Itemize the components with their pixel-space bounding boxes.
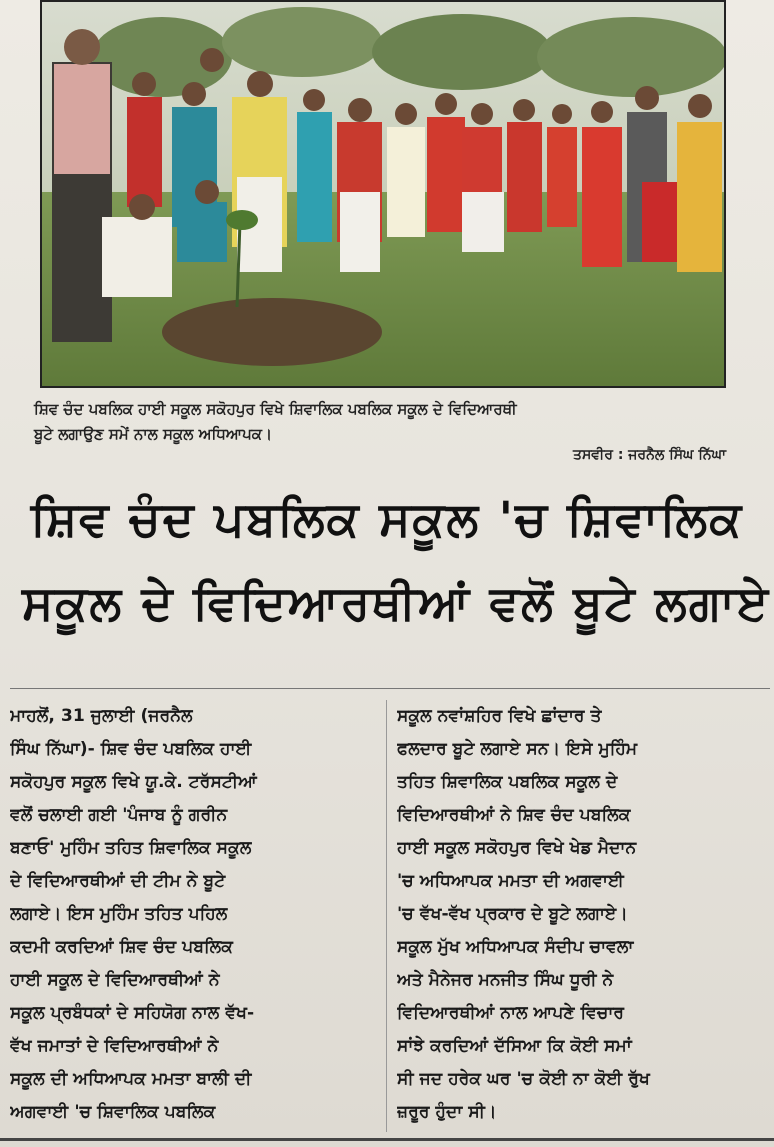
body-line: ਸੀ ਜਦ ਹਰੇਕ ਘਰ 'ਚ ਕੋਈ ਨਾ ਕੋਈ ਰੁੱਖ — [397, 1069, 650, 1089]
body-line: ਬਣਾਓ' ਮੁਹਿੰਮ ਤਹਿਤ ਸ਼ਿਵਾਲਿਕ ਸਕੂਲ — [10, 838, 252, 858]
caption-line-1: ਸ਼ਿਵ ਚੰਦ ਪਬਲਿਕ ਹਾਈ ਸਕੂਲ ਸਕੋਹਪੁਰ ਵਿਖੇ ਸ਼ਿਵਾਲਿਕ ਪਬਲਿਕ ਸਕੂਲ ਦੇ ਵਿਦਿਆਰਥੀ — [34, 400, 517, 418]
article-column-left — [10, 700, 380, 1129]
body-line: ਅਗਵਾਈ 'ਚ ਸ਼ਿਵਾਲਿਕ ਪਬਲਿਕ — [10, 1102, 216, 1122]
body-line: ਸਕੂਲ ਪ੍ਰਬੰਧਕਾਂ ਦੇ ਸਹਿਯੋਗ ਨਾਲ ਵੱਖ- — [10, 1003, 255, 1023]
body-line: 'ਚ ਵੱਖ-ਵੱਖ ਪ੍ਰਕਾਰ ਦੇ ਬੂਟੇ ਲਗਾਏ। — [397, 904, 628, 924]
body-line: ਕਦਮੀ ਕਰਦਿਆਂ ਸ਼ਿਵ ਚੰਦ ਪਬਲਿਕ — [10, 937, 233, 957]
body-line: ਤਹਿਤ ਸ਼ਿਵਾਲਿਕ ਪਬਲਿਕ ਸਕੂਲ ਦੇ — [397, 772, 618, 792]
body-line: ਦੇ ਵਿਦਿਆਰਥੀਆਂ ਦੀ ਟੀਮ ਨੇ ਬੂਟੇ — [10, 871, 226, 891]
photo-caption — [34, 397, 724, 447]
headline — [22, 478, 771, 646]
photo-credit: ਤਸਵੀਰ : ਜਰਨੈਲ ਸਿੰਘ ਨਿੱਘਾ — [573, 447, 726, 463]
body-line: ਮਾਹਲੋਂ, 31 ਜੁਲਾਈ (ਜਰਨੈਲ — [10, 706, 193, 726]
article-column-right — [397, 700, 769, 1129]
column-divider — [386, 700, 387, 1132]
body-line: ਲਗਾਏ। ਇਸ ਮੁਹਿੰਮ ਤਹਿਤ ਪਹਿਲ — [10, 904, 228, 924]
group-photo-tree-planting-icon — [42, 2, 724, 386]
body-line: ਜ਼ਰੂਰ ਹੁੰਦਾ ਸੀ। — [397, 1102, 497, 1122]
headline-line-1: ਸ਼ਿਵ ਚੰਦ ਪਬਲਿਕ ਸਕੂਲ 'ਚ ਸ਼ਿਵਾਲਿਕ — [30, 492, 744, 547]
body-line: ਹਾਈ ਸਕੂਲ ਸਕੋਹਪੁਰ ਵਿਖੇ ਖੇਡ ਮੈਦਾਨ — [397, 838, 637, 858]
body-line: ਵਿਦਿਆਰਥੀਆਂ ਨੇ ਸ਼ਿਵ ਚੰਦ ਪਬਲਿਕ — [397, 805, 631, 825]
body-line: ਸਕੋਹਪੁਰ ਸਕੂਲ ਵਿਖੇ ਯੂ.ਕੇ. ਟਰੱਸਟੀਆਂ — [10, 772, 257, 792]
body-line: ਸਕੂਲ ਦੀ ਅਧਿਆਪਕ ਮਮਤਾ ਬਾਲੀ ਦੀ — [10, 1069, 252, 1089]
body-line: ਹਾਈ ਸਕੂਲ ਦੇ ਵਿਦਿਆਰਥੀਆਂ ਨੇ — [10, 970, 220, 990]
caption-line-2: ਬੂਟੇ ਲਗਾਉਣ ਸਮੇਂ ਨਾਲ ਸਕੂਲ ਅਧਿਆਪਕ। — [34, 425, 273, 443]
body-line: ਸਾਂਝੇ ਕਰਦਿਆਂ ਦੱਸਿਆ ਕਿ ਕੋਈ ਸਮਾਂ — [397, 1036, 632, 1056]
body-line: ਵਲੋਂ ਚਲਾਈ ਗਈ 'ਪੰਜਾਬ ਨੂੰ ਗਰੀਨ — [10, 805, 228, 825]
body-line: ਵਿਦਿਆਰਥੀਆਂ ਨਾਲ ਆਪਣੇ ਵਿਚਾਰ — [397, 1003, 625, 1023]
headline-rule — [10, 688, 770, 689]
bottom-rule — [0, 1138, 774, 1141]
body-line: ਫਲਦਾਰ ਬੂਟੇ ਲਗਾਏ ਸਨ। ਇਸੇ ਮੁਹਿੰਮ — [397, 739, 638, 759]
news-photo — [40, 0, 726, 388]
body-line: ਅਤੇ ਮੈਨੇਜਰ ਮਨਜੀਤ ਸਿੰਘ ਧੂਰੀ ਨੇ — [397, 970, 614, 990]
body-line: ਸਿੰਘ ਨਿੱਘਾ)- ਸ਼ਿਵ ਚੰਦ ਪਬਲਿਕ ਹਾਈ — [10, 739, 252, 759]
body-line: 'ਚ ਅਧਿਆਪਕ ਮਮਤਾ ਦੀ ਅਗਵਾਈ — [397, 871, 624, 891]
headline-line-2: ਸਕੂਲ ਦੇ ਵਿਦਿਆਰਥੀਆਂ ਵਲੋਂ ਬੂਟੇ ਲਗਾਏ — [22, 576, 771, 631]
body-line: ਸਕੂਲ ਨਵਾਂਸ਼ਹਿਰ ਵਿਖੇ ਛਾਂਦਾਰ ਤੇ — [397, 706, 602, 726]
body-line: ਵੱਖ ਜਮਾਤਾਂ ਦੇ ਵਿਦਿਆਰਥੀਆਂ ਨੇ — [10, 1036, 219, 1056]
body-line: ਸਕੂਲ ਮੁੱਖ ਅਧਿਆਪਕ ਸੰਦੀਪ ਚਾਵਲਾ — [397, 937, 634, 957]
